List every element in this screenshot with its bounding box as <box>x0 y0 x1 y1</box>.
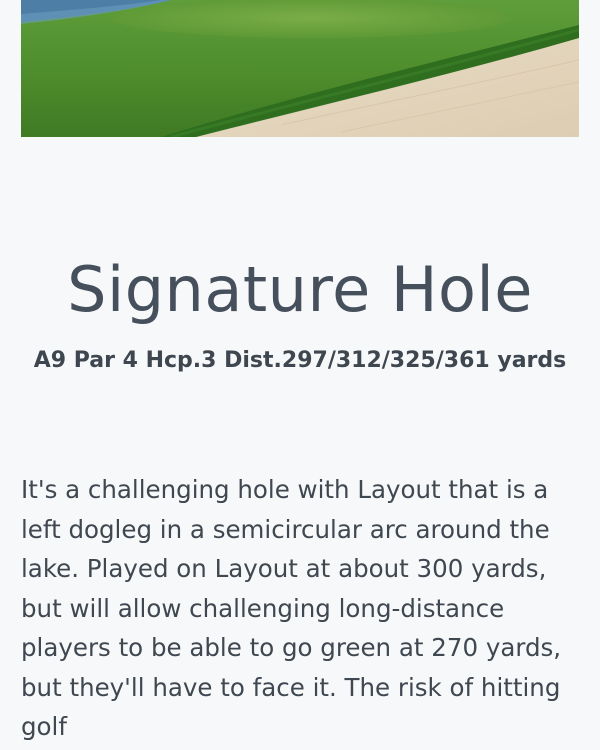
golf-course-photo <box>21 0 579 137</box>
hole-description: It's a challenging hole with Layout that is a left dogleg in a semicircular arc around the lake. Played on Layout at about 300 yards, but will allow challenging long-distance players to be able to go green at 270 yards, but they'll have to face it. The risk of hitting golf <box>21 475 562 741</box>
page-title: Signature Hole <box>67 253 533 326</box>
hole-info: A9 Par 4 Hcp.3 Dist.297/312/325/361 yards <box>33 348 567 373</box>
golf-course-photo-icon <box>21 0 579 137</box>
